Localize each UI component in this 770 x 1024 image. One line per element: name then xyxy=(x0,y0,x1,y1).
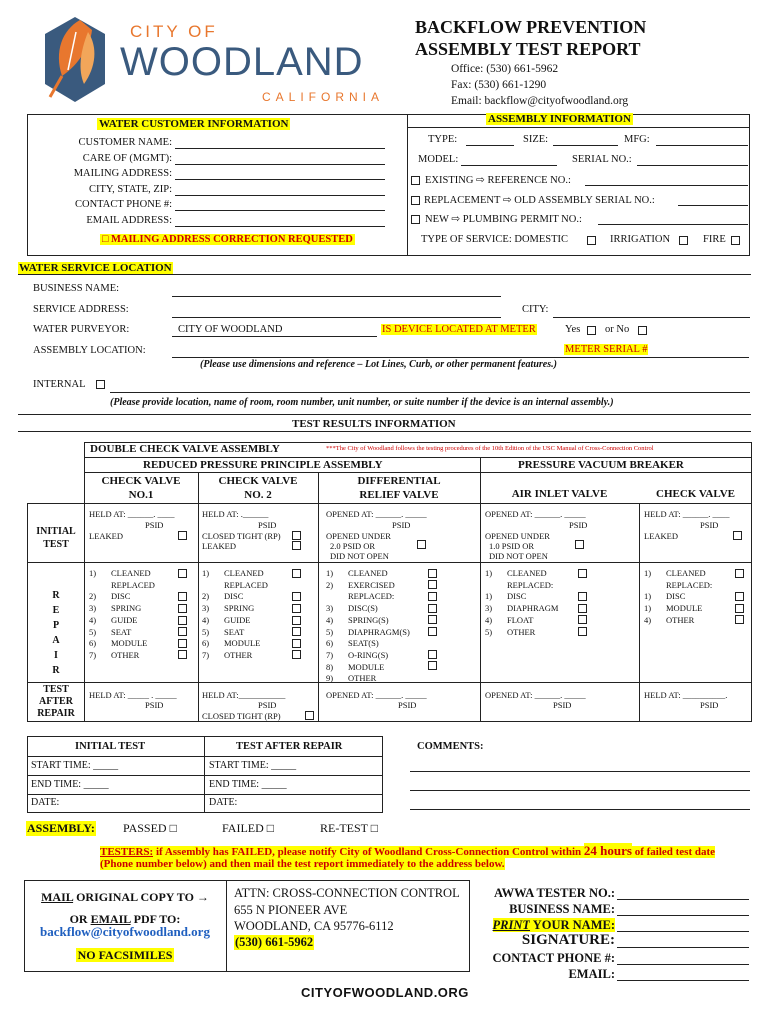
after-start-time[interactable]: START TIME: _____ xyxy=(209,760,297,771)
testers-notice: TESTERS: if Assembly has FAILED, please notify City of Woodland Cross-Connection Control within 24 hours of failed test date xyxy=(100,843,716,858)
cv1-repair-list: 1) 2) 3) 4) 5) 6) 7) xyxy=(89,568,97,660)
existing-checkbox[interactable] xyxy=(411,176,420,185)
pvb-check-held-at[interactable]: HELD AT: ______. ____ xyxy=(644,509,730,519)
serial-label: SERIAL NO.: xyxy=(572,154,632,165)
backflow-email-link[interactable]: backflow@cityofwoodland.org xyxy=(40,924,210,939)
pvb-after-held-at[interactable]: HELD AT: __________. xyxy=(644,690,728,700)
relief-opened-under-checkbox[interactable] xyxy=(417,540,426,549)
pvb-heading: PRESSURE VACUUM BREAKER xyxy=(518,459,684,471)
initial-start-time[interactable]: START TIME: _____ xyxy=(31,760,119,771)
cv2-spring-checkbox[interactable] xyxy=(292,604,301,613)
tester-email-label: EMAIL: xyxy=(568,967,615,981)
cv2-leaked-label: LEAKED xyxy=(202,541,236,551)
air-cleaned-checkbox[interactable] xyxy=(578,569,587,578)
pvb-check-leaked-checkbox[interactable] xyxy=(733,531,742,540)
repair-label: R E P A I R xyxy=(52,590,60,676)
check-valve-2-header: CHECK VALVE NO. 2 xyxy=(218,475,298,501)
cv2-after-closed-tight-checkbox[interactable] xyxy=(305,711,314,720)
pvb-cleaned-checkbox[interactable] xyxy=(735,569,744,578)
location-note: (Please use dimensions and reference – Lot Lines, Curb, or other permanent features.) xyxy=(200,359,557,370)
customer-heading: WATER CUSTOMER INFORMATION xyxy=(99,118,289,130)
permit-no-field[interactable] xyxy=(598,224,748,225)
cv2-other-checkbox[interactable] xyxy=(292,650,301,659)
contact-phone-tester-label: CONTACT PHONE #: xyxy=(492,951,615,965)
relief-diaphragms-checkbox[interactable] xyxy=(428,627,437,636)
cv2-module-checkbox[interactable] xyxy=(292,639,301,648)
replacement-label: REPLACEMENT ⇨ OLD ASSEMBLY SERIAL NO.: xyxy=(424,195,655,206)
cv2-seat-checkbox[interactable] xyxy=(292,627,301,636)
relief-discs-checkbox[interactable] xyxy=(428,604,437,613)
logo-woodland: WOODLAND xyxy=(120,40,364,84)
care-of-label: CARE OF (MGMT): xyxy=(82,153,172,164)
irrigation-label: IRRIGATION xyxy=(610,234,671,245)
meter-yes-checkbox[interactable] xyxy=(587,326,596,335)
contact-phone-field[interactable] xyxy=(175,210,385,211)
cv2-after-closed-tight: CLOSED TIGHT (RP) xyxy=(202,711,281,721)
cv1-held-at[interactable]: HELD AT: ______. ____ xyxy=(89,509,175,519)
cv2-closed-tight-checkbox[interactable] xyxy=(292,531,301,540)
cv2-cleaned-checkbox[interactable] xyxy=(292,569,301,578)
passed-checkbox[interactable]: PASSED □ xyxy=(123,821,177,835)
awwa-label: AWWA TESTER NO.: xyxy=(494,886,615,900)
internal-checkbox[interactable] xyxy=(96,380,105,389)
old-serial-field[interactable] xyxy=(678,205,748,206)
form-title-line2: ASSEMBLY TEST REPORT xyxy=(415,39,641,59)
domestic-checkbox[interactable] xyxy=(587,236,596,245)
logo-california: CALIFORNIA xyxy=(262,90,385,104)
relief-opened-at[interactable]: OPENED AT: ______. _____ xyxy=(326,509,427,519)
water-purveyor-value: CITY OF WOODLAND xyxy=(178,324,283,335)
yes-label: Yes xyxy=(565,324,581,335)
cv1-module-checkbox[interactable] xyxy=(178,639,187,648)
cv1-guide-checkbox[interactable] xyxy=(178,616,187,625)
relief-valve-header: DIFFERENTIAL RELIEF VALVE xyxy=(357,475,441,501)
service-type-label: TYPE OF SERVICE: DOMESTIC xyxy=(421,234,569,245)
relief-exercised-checkbox[interactable] xyxy=(428,580,437,589)
business-field[interactable] xyxy=(617,915,749,916)
comments-line-2[interactable] xyxy=(410,790,750,791)
comments-label: COMMENTS: xyxy=(417,741,484,752)
assembly-location-field[interactable] xyxy=(172,357,749,358)
after-date[interactable]: DATE: xyxy=(209,797,238,808)
initial-test-heading: INITIAL TEST xyxy=(75,741,146,752)
city-state-zip-field[interactable] xyxy=(175,195,385,196)
footer-website[interactable]: CITYOFWOODLAND.ORG xyxy=(301,985,469,1000)
cv1-disc-checkbox[interactable] xyxy=(178,592,187,601)
customer-name-label: CUSTOMER NAME: xyxy=(78,137,172,148)
cv2-held-at[interactable]: HELD AT: .______ xyxy=(202,509,269,519)
irrigation-checkbox[interactable] xyxy=(679,236,688,245)
or-no-label: or No xyxy=(605,324,630,335)
model-field[interactable] xyxy=(461,165,557,166)
reference-no-field[interactable] xyxy=(585,185,748,186)
relief-after-opened-at[interactable]: OPENED AT: ______. _____ xyxy=(326,690,427,700)
comments-line-1[interactable] xyxy=(410,771,750,772)
pvb-check-leaked-label: LEAKED xyxy=(644,531,678,541)
business-name-field[interactable] xyxy=(172,296,501,297)
city-logo xyxy=(40,12,400,107)
comments-line-3[interactable] xyxy=(410,809,750,810)
cv1-leaked-checkbox[interactable] xyxy=(178,531,187,540)
size-label: SIZE: xyxy=(523,134,549,145)
relief-module-checkbox[interactable] xyxy=(428,661,437,670)
contact-phone-tester-field[interactable] xyxy=(617,964,749,965)
initial-end-time[interactable]: END TIME: _____ xyxy=(31,779,109,790)
email-address-label: EMAIL ADDRESS: xyxy=(86,215,172,226)
tester-email-field[interactable] xyxy=(617,980,749,981)
pvb-module-checkbox[interactable] xyxy=(735,604,744,613)
form-title-line1: BACKFLOW PREVENTION xyxy=(415,17,647,37)
rppa-heading: REDUCED PRESSURE PRINCIPLE ASSEMBLY xyxy=(143,459,383,471)
internal-location-field[interactable] xyxy=(110,392,750,393)
test-after-repair-label: TEST AFTER REPAIR xyxy=(37,684,75,719)
type-label: TYPE: xyxy=(428,134,458,145)
water-purveyor-label: WATER PURVEYOR: xyxy=(33,324,130,335)
leaf-icon xyxy=(40,12,110,107)
air-inlet-header: AIR INLET VALVE xyxy=(511,488,608,500)
cv2-leaked-checkbox[interactable] xyxy=(292,541,301,550)
mailing-address-field[interactable] xyxy=(175,179,385,180)
assembly-heading: ASSEMBLY INFORMATION xyxy=(488,113,631,125)
city-label: CITY: xyxy=(522,304,549,315)
air-inlet-opened-under-checkbox[interactable] xyxy=(575,540,584,549)
mailing-address-label: MAILING ADDRESS: xyxy=(73,168,172,179)
service-address-label: SERVICE ADDRESS: xyxy=(33,304,129,315)
contact-phone-label: CONTACT PHONE #: xyxy=(75,199,172,210)
meter-serial-label: METER SERIAL # xyxy=(565,344,648,355)
business-label: BUSINESS NAME: xyxy=(509,902,615,916)
cv1-after-held-at[interactable]: HELD AT: _____ . _____ xyxy=(89,690,177,700)
assembly-location-label: ASSEMBLY LOCATION: xyxy=(33,345,146,356)
cv1-other-checkbox[interactable] xyxy=(178,650,187,659)
address-correction-checkbox[interactable]: □ MAILING ADDRESS CORRECTION REQUESTED xyxy=(102,234,353,245)
signature-label: SIGNATURE: xyxy=(521,932,615,948)
signature-field[interactable] xyxy=(617,947,749,948)
model-label: MODEL: xyxy=(418,154,459,165)
air-disc-checkbox[interactable] xyxy=(578,592,587,601)
relief-cleaned-checkbox[interactable] xyxy=(428,569,437,578)
check-valve-1-header: CHECK VALVE NO.1 xyxy=(101,475,181,501)
after-end-time[interactable]: END TIME: _____ xyxy=(209,779,287,790)
print-name-field[interactable] xyxy=(617,931,749,932)
failed-checkbox[interactable]: FAILED □ xyxy=(222,821,275,835)
internal-note: (Please provide location, name of room, room number, unit number, or suite number if the device is an internal assembly.) xyxy=(110,397,614,408)
air-other-checkbox[interactable] xyxy=(578,627,587,636)
cv1-leaked-label: LEAKED xyxy=(89,531,123,541)
logo-city-of: CITY OF xyxy=(130,22,218,41)
relief-orings-checkbox[interactable] xyxy=(428,650,437,659)
fire-checkbox[interactable] xyxy=(731,236,740,245)
meter-no-checkbox[interactable] xyxy=(638,326,647,335)
cv2-disc-checkbox[interactable] xyxy=(292,592,301,601)
street-line: 655 N PIONEER AVE xyxy=(234,903,348,917)
print-name-label: PRINT YOUR NAME: xyxy=(492,918,615,932)
relief-replaced-checkbox[interactable] xyxy=(428,592,437,601)
size-field[interactable] xyxy=(553,145,618,146)
mfg-label: MFG: xyxy=(624,134,650,145)
air-inlet-repair-list: 1) 1) 3) 4) 5) xyxy=(485,568,493,637)
serial-field[interactable] xyxy=(637,165,748,166)
cv1-seat-checkbox[interactable] xyxy=(178,627,187,636)
pvb-check-header: CHECK VALVE xyxy=(656,488,735,500)
customer-name-field[interactable] xyxy=(175,148,385,149)
internal-label: INTERNAL xyxy=(33,379,86,390)
awwa-field[interactable] xyxy=(617,899,749,900)
retest-checkbox[interactable]: RE-TEST □ xyxy=(320,821,379,835)
cv2-repair-list: 1) 2) 3) 4) 5) 6) 7) xyxy=(202,568,210,660)
air-float-checkbox[interactable] xyxy=(578,615,587,624)
pvb-disc-checkbox[interactable] xyxy=(735,592,744,601)
service-location-heading: WATER SERVICE LOCATION xyxy=(19,262,172,274)
care-of-field[interactable] xyxy=(175,164,385,165)
city-state-zip-label: CITY, STATE, ZIP: xyxy=(89,184,172,195)
air-after-opened-at[interactable]: OPENED AT: ______. _____ xyxy=(485,690,586,700)
testers-notice-line2: (Phone number below) and then mail the test report immediately to the address below. xyxy=(100,858,505,870)
office-phone: Office: (530) 661-5962 xyxy=(451,63,559,75)
city-line: WOODLAND, CA 95776-6112 xyxy=(234,919,394,933)
located-at-meter-label: IS DEVICE LOCATED AT METER xyxy=(382,324,536,335)
mail-instructions: MAIL ORIGINAL COPY TO → OR EMAIL PDF TO: xyxy=(41,890,209,926)
initial-test-label: INITIAL TEST xyxy=(36,526,76,550)
air-inlet-opened-at[interactable]: OPENED AT: ______. _____ xyxy=(485,509,586,519)
type-field[interactable] xyxy=(466,145,514,146)
business-name-label: BUSINESS NAME: xyxy=(33,283,120,294)
cv2-after-held-at[interactable]: HELD AT:___________ xyxy=(202,690,286,700)
cv1-cleaned-checkbox[interactable] xyxy=(178,569,187,578)
test-after-repair-heading: TEST AFTER REPAIR xyxy=(236,741,343,752)
assembly-result-label: ASSEMBLY: xyxy=(27,821,95,835)
contact-email: Email: backflow@cityofwoodland.org xyxy=(451,95,629,107)
fax-number: Fax: (530) 661-1290 xyxy=(451,79,547,91)
cv2-guide-checkbox[interactable] xyxy=(292,616,301,625)
test-results-heading: TEST RESULTS INFORMATION xyxy=(292,418,456,430)
relief-springs-checkbox[interactable] xyxy=(428,615,437,624)
no-facsimiles: NO FACSIMILES xyxy=(77,948,173,962)
email-address-field[interactable] xyxy=(175,226,385,227)
existing-label: EXISTING ⇨ REFERENCE NO.: xyxy=(425,175,571,186)
cv1-spring-checkbox[interactable] xyxy=(178,604,187,613)
service-address-field[interactable] xyxy=(172,317,501,318)
new-label: NEW ⇨ PLUMBING PERMIT NO.: xyxy=(425,214,582,225)
usc-manual-note: ***The City of Woodland follows the testing procedures of the 10th Edition of the USC Manual of Cross-Connection Control xyxy=(326,445,654,452)
new-checkbox[interactable] xyxy=(411,215,420,224)
initial-date[interactable]: DATE: xyxy=(31,797,60,808)
fire-label: FIRE xyxy=(703,234,726,245)
attn-line: ATTN: CROSS-CONNECTION CONTROL xyxy=(234,886,460,900)
relief-repair-list: 1) 2) 3) 4) 5) 6) 7) 8) 9) xyxy=(326,568,334,684)
city-field[interactable] xyxy=(553,317,750,318)
mfg-field[interactable] xyxy=(656,145,748,146)
phone-line: (530) 661-5962 xyxy=(235,935,314,949)
dcva-heading: DOUBLE CHECK VALVE ASSEMBLY xyxy=(90,443,280,455)
replacement-checkbox[interactable] xyxy=(411,196,420,205)
pvb-other-checkbox[interactable] xyxy=(735,615,744,624)
air-diaphragm-checkbox[interactable] xyxy=(578,604,587,613)
pvb-repair-list: 1) 1) 1) 4) xyxy=(644,568,652,625)
cv2-closed-tight-label: CLOSED TIGHT (RP) xyxy=(202,531,281,541)
